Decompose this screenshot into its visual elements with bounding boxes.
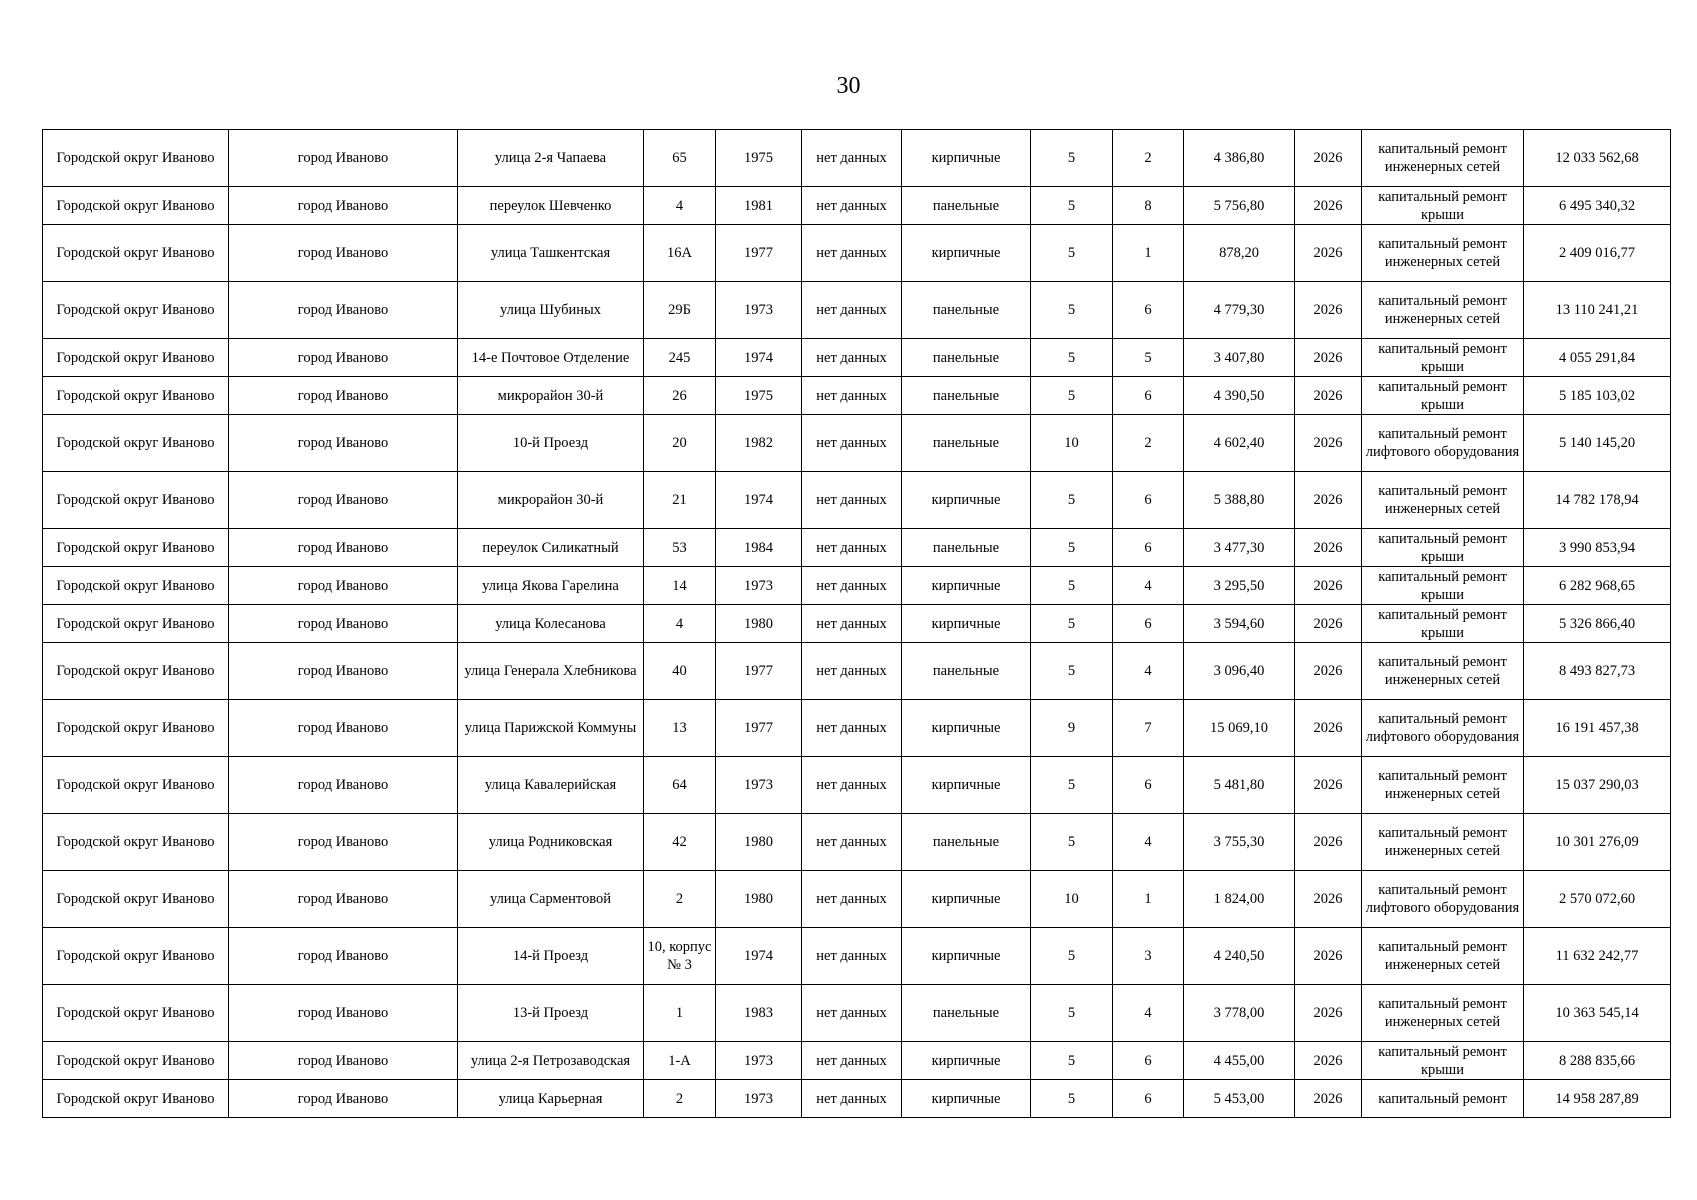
cell-street: улица Ташкентская — [458, 225, 644, 282]
cell-work: капитальный ремонт инженерных сетей — [1362, 130, 1524, 187]
cell-floors: 5 — [1031, 130, 1113, 187]
cell-entrances: 1 — [1113, 225, 1184, 282]
table-row — [43, 1042, 1671, 1080]
cell-street: улица 2-я Чапаева — [458, 130, 644, 187]
cell-extra: нет данных — [802, 871, 902, 928]
cell-work: капитальный ремонт инженерных сетей — [1362, 985, 1524, 1042]
cell-floors: 5 — [1031, 187, 1113, 225]
cell-extra: нет данных — [802, 928, 902, 985]
cell-work: капитальный ремонт крыши — [1362, 567, 1524, 605]
cell-year: 1984 — [716, 529, 802, 567]
cell-cost: 6 282 968,65 — [1524, 567, 1671, 605]
cell-street: переулок Шевченко — [458, 187, 644, 225]
cell-work: капитальный ремонт крыши — [1362, 1042, 1524, 1080]
cell-extra: нет данных — [802, 377, 902, 415]
cell-house: 53 — [644, 529, 716, 567]
cell-entrances: 5 — [1113, 339, 1184, 377]
cell-material: кирпичные — [902, 1080, 1031, 1118]
table-row — [43, 1080, 1671, 1118]
cell-house: 2 — [644, 871, 716, 928]
cell-city: город Иваново — [229, 643, 458, 700]
cell-material: кирпичные — [902, 605, 1031, 643]
cell-extra: нет данных — [802, 1080, 902, 1118]
cell-cost: 5 326 866,40 — [1524, 605, 1671, 643]
cell-year: 1973 — [716, 567, 802, 605]
cell-plan-year: 2026 — [1295, 472, 1362, 529]
cell-area: 878,20 — [1184, 225, 1295, 282]
cell-city: город Иваново — [229, 1080, 458, 1118]
cell-year: 1973 — [716, 282, 802, 339]
cell-work: капитальный ремонт крыши — [1362, 187, 1524, 225]
table-row — [43, 643, 1671, 700]
cell-year: 1973 — [716, 1080, 802, 1118]
table-row — [43, 130, 1671, 187]
cell-plan-year: 2026 — [1295, 928, 1362, 985]
cell-area: 3 295,50 — [1184, 567, 1295, 605]
table-row — [43, 700, 1671, 757]
cell-district: Городской округ Иваново — [43, 1042, 229, 1080]
cell-floors: 5 — [1031, 529, 1113, 567]
cell-city: город Иваново — [229, 985, 458, 1042]
cell-extra: нет данных — [802, 605, 902, 643]
cell-floors: 9 — [1031, 700, 1113, 757]
cell-cost: 12 033 562,68 — [1524, 130, 1671, 187]
cell-district: Городской округ Иваново — [43, 567, 229, 605]
cell-year: 1980 — [716, 605, 802, 643]
cell-extra: нет данных — [802, 757, 902, 814]
cell-extra: нет данных — [802, 282, 902, 339]
cell-floors: 5 — [1031, 282, 1113, 339]
cell-material: панельные — [902, 529, 1031, 567]
cell-house: 16А — [644, 225, 716, 282]
cell-street: улица Кавалерийская — [458, 757, 644, 814]
cell-area: 3 594,60 — [1184, 605, 1295, 643]
cell-extra: нет данных — [802, 339, 902, 377]
cell-plan-year: 2026 — [1295, 225, 1362, 282]
cell-plan-year: 2026 — [1295, 605, 1362, 643]
cell-district: Городской округ Иваново — [43, 472, 229, 529]
cell-material: кирпичные — [902, 225, 1031, 282]
cell-floors: 10 — [1031, 415, 1113, 472]
cell-plan-year: 2026 — [1295, 1042, 1362, 1080]
cell-cost: 15 037 290,03 — [1524, 757, 1671, 814]
cell-plan-year: 2026 — [1295, 130, 1362, 187]
cell-plan-year: 2026 — [1295, 985, 1362, 1042]
cell-city: город Иваново — [229, 472, 458, 529]
cell-district: Городской округ Иваново — [43, 605, 229, 643]
cell-material: кирпичные — [902, 567, 1031, 605]
cell-floors: 5 — [1031, 225, 1113, 282]
cell-house: 29Б — [644, 282, 716, 339]
cell-extra: нет данных — [802, 130, 902, 187]
cell-district: Городской округ Иваново — [43, 985, 229, 1042]
cell-cost: 14 958 287,89 — [1524, 1080, 1671, 1118]
cell-work: капитальный ремонт инженерных сетей — [1362, 757, 1524, 814]
cell-cost: 5 185 103,02 — [1524, 377, 1671, 415]
cell-work: капитальный ремонт крыши — [1362, 529, 1524, 567]
cell-cost: 8 493 827,73 — [1524, 643, 1671, 700]
cell-house: 4 — [644, 605, 716, 643]
cell-cost: 3 990 853,94 — [1524, 529, 1671, 567]
cell-extra: нет данных — [802, 472, 902, 529]
cell-extra: нет данных — [802, 985, 902, 1042]
cell-work: капитальный ремонт инженерных сетей — [1362, 643, 1524, 700]
cell-extra: нет данных — [802, 814, 902, 871]
cell-work: капитальный ремонт инженерных сетей — [1362, 282, 1524, 339]
cell-material: панельные — [902, 415, 1031, 472]
cell-area: 3 477,30 — [1184, 529, 1295, 567]
cell-material: панельные — [902, 282, 1031, 339]
table-row — [43, 529, 1671, 567]
cell-year: 1981 — [716, 187, 802, 225]
cell-street: улица Парижской Коммуны — [458, 700, 644, 757]
table-row — [43, 605, 1671, 643]
cell-year: 1977 — [716, 700, 802, 757]
cell-floors: 5 — [1031, 985, 1113, 1042]
page-number: 30 — [836, 73, 861, 99]
cell-cost: 2 409 016,77 — [1524, 225, 1671, 282]
cell-year: 1974 — [716, 472, 802, 529]
cell-area: 4 240,50 — [1184, 928, 1295, 985]
cell-city: город Иваново — [229, 282, 458, 339]
cell-district: Городской округ Иваново — [43, 529, 229, 567]
cell-district: Городской округ Иваново — [43, 928, 229, 985]
cell-area: 5 481,80 — [1184, 757, 1295, 814]
table-row — [43, 472, 1671, 529]
cell-material: панельные — [902, 985, 1031, 1042]
cell-district: Городской округ Иваново — [43, 700, 229, 757]
cell-plan-year: 2026 — [1295, 529, 1362, 567]
cell-cost: 6 495 340,32 — [1524, 187, 1671, 225]
cell-city: город Иваново — [229, 529, 458, 567]
cell-city: город Иваново — [229, 339, 458, 377]
housing-repair-table — [42, 129, 1671, 1118]
cell-floors: 5 — [1031, 1080, 1113, 1118]
cell-area: 1 824,00 — [1184, 871, 1295, 928]
cell-cost: 2 570 072,60 — [1524, 871, 1671, 928]
cell-material: кирпичные — [902, 700, 1031, 757]
cell-area: 3 755,30 — [1184, 814, 1295, 871]
cell-house: 13 — [644, 700, 716, 757]
cell-city: город Иваново — [229, 225, 458, 282]
cell-street: улица Генерала Хлебникова — [458, 643, 644, 700]
cell-floors: 10 — [1031, 871, 1113, 928]
cell-plan-year: 2026 — [1295, 757, 1362, 814]
cell-street: улица Родниковская — [458, 814, 644, 871]
cell-plan-year: 2026 — [1295, 643, 1362, 700]
table-row — [43, 871, 1671, 928]
cell-district: Городской округ Иваново — [43, 814, 229, 871]
cell-floors: 5 — [1031, 605, 1113, 643]
cell-area: 3 778,00 — [1184, 985, 1295, 1042]
cell-extra: нет данных — [802, 567, 902, 605]
cell-entrances: 6 — [1113, 282, 1184, 339]
cell-district: Городской округ Иваново — [43, 377, 229, 415]
cell-area: 3 407,80 — [1184, 339, 1295, 377]
cell-district: Городской округ Иваново — [43, 282, 229, 339]
cell-entrances: 6 — [1113, 1080, 1184, 1118]
cell-street: 14-е Почтовое Отделение — [458, 339, 644, 377]
cell-material: панельные — [902, 377, 1031, 415]
cell-street: микрорайон 30-й — [458, 377, 644, 415]
cell-house: 10, корпус № 3 — [644, 928, 716, 985]
cell-district: Городской округ Иваново — [43, 871, 229, 928]
cell-extra: нет данных — [802, 415, 902, 472]
cell-street: улица 2-я Петрозаводская — [458, 1042, 644, 1080]
table-row — [43, 187, 1671, 225]
cell-cost: 14 782 178,94 — [1524, 472, 1671, 529]
cell-street: улица Якова Гарелина — [458, 567, 644, 605]
cell-house: 42 — [644, 814, 716, 871]
table-row — [43, 567, 1671, 605]
table-row — [43, 985, 1671, 1042]
cell-cost: 8 288 835,66 — [1524, 1042, 1671, 1080]
table-row — [43, 757, 1671, 814]
cell-plan-year: 2026 — [1295, 377, 1362, 415]
table-row — [43, 377, 1671, 415]
cell-district: Городской округ Иваново — [43, 187, 229, 225]
cell-area: 15 069,10 — [1184, 700, 1295, 757]
cell-plan-year: 2026 — [1295, 282, 1362, 339]
cell-year: 1974 — [716, 928, 802, 985]
cell-work: капитальный ремонт лифтового оборудования — [1362, 871, 1524, 928]
cell-city: город Иваново — [229, 871, 458, 928]
cell-cost: 5 140 145,20 — [1524, 415, 1671, 472]
cell-year: 1983 — [716, 985, 802, 1042]
cell-floors: 5 — [1031, 814, 1113, 871]
cell-extra: нет данных — [802, 225, 902, 282]
cell-material: кирпичные — [902, 130, 1031, 187]
cell-entrances: 3 — [1113, 928, 1184, 985]
cell-entrances: 6 — [1113, 472, 1184, 529]
cell-work: капитальный ремонт лифтового оборудования — [1362, 415, 1524, 472]
cell-street: 10-й Проезд — [458, 415, 644, 472]
cell-floors: 5 — [1031, 567, 1113, 605]
cell-year: 1982 — [716, 415, 802, 472]
cell-cost: 13 110 241,21 — [1524, 282, 1671, 339]
cell-house: 4 — [644, 187, 716, 225]
cell-cost: 10 363 545,14 — [1524, 985, 1671, 1042]
cell-work: капитальный ремонт крыши — [1362, 339, 1524, 377]
cell-street: 14-й Проезд — [458, 928, 644, 985]
cell-work: капитальный ремонт лифтового оборудования — [1362, 700, 1524, 757]
cell-material: панельные — [902, 339, 1031, 377]
cell-city: город Иваново — [229, 928, 458, 985]
cell-district: Городской округ Иваново — [43, 415, 229, 472]
cell-area: 4 390,50 — [1184, 377, 1295, 415]
cell-entrances: 6 — [1113, 605, 1184, 643]
cell-plan-year: 2026 — [1295, 814, 1362, 871]
cell-plan-year: 2026 — [1295, 187, 1362, 225]
cell-year: 1973 — [716, 757, 802, 814]
cell-plan-year: 2026 — [1295, 700, 1362, 757]
table-row — [43, 339, 1671, 377]
cell-house: 21 — [644, 472, 716, 529]
cell-city: город Иваново — [229, 814, 458, 871]
cell-cost: 4 055 291,84 — [1524, 339, 1671, 377]
cell-house: 245 — [644, 339, 716, 377]
cell-work: капитальный ремонт крыши — [1362, 605, 1524, 643]
cell-material: кирпичные — [902, 928, 1031, 985]
cell-house: 14 — [644, 567, 716, 605]
cell-year: 1977 — [716, 643, 802, 700]
cell-district: Городской округ Иваново — [43, 643, 229, 700]
cell-district: Городской округ Иваново — [43, 757, 229, 814]
cell-material: кирпичные — [902, 1042, 1031, 1080]
cell-entrances: 6 — [1113, 529, 1184, 567]
cell-city: город Иваново — [229, 567, 458, 605]
cell-street: микрорайон 30-й — [458, 472, 644, 529]
cell-street: 13-й Проезд — [458, 985, 644, 1042]
cell-floors: 5 — [1031, 757, 1113, 814]
cell-extra: нет данных — [802, 643, 902, 700]
cell-cost: 11 632 242,77 — [1524, 928, 1671, 985]
cell-city: город Иваново — [229, 700, 458, 757]
cell-year: 1974 — [716, 339, 802, 377]
cell-entrances: 4 — [1113, 567, 1184, 605]
cell-year: 1977 — [716, 225, 802, 282]
cell-work: капитальный ремонт инженерных сетей — [1362, 225, 1524, 282]
cell-area: 4 455,00 — [1184, 1042, 1295, 1080]
cell-floors: 5 — [1031, 1042, 1113, 1080]
cell-work: капитальный ремонт инженерных сетей — [1362, 928, 1524, 985]
cell-year: 1980 — [716, 814, 802, 871]
cell-area: 4 779,30 — [1184, 282, 1295, 339]
cell-city: город Иваново — [229, 1042, 458, 1080]
cell-city: город Иваново — [229, 187, 458, 225]
table-row — [43, 814, 1671, 871]
cell-year: 1975 — [716, 130, 802, 187]
cell-cost: 16 191 457,38 — [1524, 700, 1671, 757]
cell-area: 5 756,80 — [1184, 187, 1295, 225]
cell-plan-year: 2026 — [1295, 415, 1362, 472]
cell-street: переулок Силикатный — [458, 529, 644, 567]
cell-house: 65 — [644, 130, 716, 187]
cell-district: Городской округ Иваново — [43, 339, 229, 377]
table-row — [43, 282, 1671, 339]
cell-material: панельные — [902, 187, 1031, 225]
cell-house: 40 — [644, 643, 716, 700]
cell-house: 1 — [644, 985, 716, 1042]
cell-entrances: 7 — [1113, 700, 1184, 757]
cell-entrances: 8 — [1113, 187, 1184, 225]
cell-year: 1973 — [716, 1042, 802, 1080]
table-body — [43, 130, 1671, 1118]
cell-material: кирпичные — [902, 472, 1031, 529]
cell-entrances: 6 — [1113, 1042, 1184, 1080]
cell-plan-year: 2026 — [1295, 567, 1362, 605]
cell-plan-year: 2026 — [1295, 871, 1362, 928]
cell-entrances: 2 — [1113, 130, 1184, 187]
cell-floors: 5 — [1031, 472, 1113, 529]
cell-material: кирпичные — [902, 757, 1031, 814]
cell-entrances: 6 — [1113, 757, 1184, 814]
cell-district: Городской округ Иваново — [43, 130, 229, 187]
cell-city: город Иваново — [229, 415, 458, 472]
cell-entrances: 4 — [1113, 814, 1184, 871]
cell-house: 26 — [644, 377, 716, 415]
cell-extra: нет данных — [802, 187, 902, 225]
cell-entrances: 4 — [1113, 985, 1184, 1042]
cell-work: капитальный ремонт — [1362, 1080, 1524, 1118]
cell-street: улица Колесанова — [458, 605, 644, 643]
cell-city: город Иваново — [229, 377, 458, 415]
cell-extra: нет данных — [802, 700, 902, 757]
cell-floors: 5 — [1031, 377, 1113, 415]
cell-year: 1975 — [716, 377, 802, 415]
cell-house: 1-А — [644, 1042, 716, 1080]
cell-area: 4 602,40 — [1184, 415, 1295, 472]
cell-material: кирпичные — [902, 871, 1031, 928]
cell-street: улица Карьерная — [458, 1080, 644, 1118]
cell-material: панельные — [902, 814, 1031, 871]
cell-material: панельные — [902, 643, 1031, 700]
cell-house: 64 — [644, 757, 716, 814]
table-row — [43, 415, 1671, 472]
cell-entrances: 2 — [1113, 415, 1184, 472]
table-row — [43, 225, 1671, 282]
cell-floors: 5 — [1031, 928, 1113, 985]
cell-district: Городской округ Иваново — [43, 1080, 229, 1118]
cell-work: капитальный ремонт инженерных сетей — [1362, 472, 1524, 529]
cell-floors: 5 — [1031, 643, 1113, 700]
cell-extra: нет данных — [802, 529, 902, 567]
cell-entrances: 1 — [1113, 871, 1184, 928]
cell-area: 5 453,00 — [1184, 1080, 1295, 1118]
cell-area: 3 096,40 — [1184, 643, 1295, 700]
cell-entrances: 6 — [1113, 377, 1184, 415]
cell-city: город Иваново — [229, 605, 458, 643]
cell-work: капитальный ремонт крыши — [1362, 377, 1524, 415]
cell-district: Городской округ Иваново — [43, 225, 229, 282]
cell-entrances: 4 — [1113, 643, 1184, 700]
cell-city: город Иваново — [229, 757, 458, 814]
cell-city: город Иваново — [229, 130, 458, 187]
cell-street: улица Сарментовой — [458, 871, 644, 928]
cell-area: 5 388,80 — [1184, 472, 1295, 529]
cell-floors: 5 — [1031, 339, 1113, 377]
cell-work: капитальный ремонт инженерных сетей — [1362, 814, 1524, 871]
cell-street: улица Шубиных — [458, 282, 644, 339]
cell-extra: нет данных — [802, 1042, 902, 1080]
cell-plan-year: 2026 — [1295, 1080, 1362, 1118]
cell-area: 4 386,80 — [1184, 130, 1295, 187]
cell-year: 1980 — [716, 871, 802, 928]
cell-house: 2 — [644, 1080, 716, 1118]
cell-plan-year: 2026 — [1295, 339, 1362, 377]
cell-cost: 10 301 276,09 — [1524, 814, 1671, 871]
table-row — [43, 928, 1671, 985]
cell-house: 20 — [644, 415, 716, 472]
